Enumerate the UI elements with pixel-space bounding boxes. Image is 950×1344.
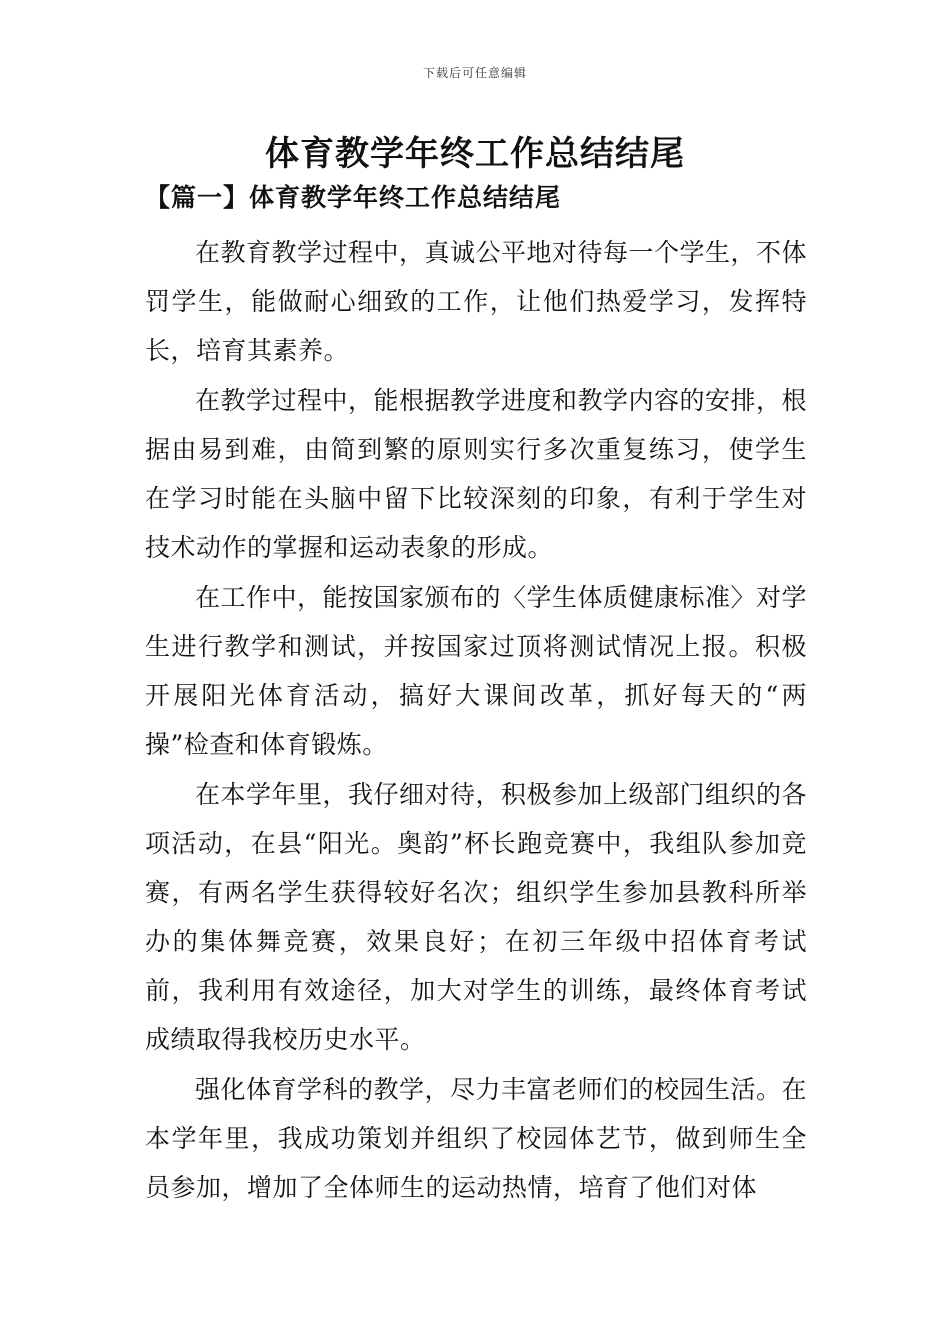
document-body [145,228,807,1213]
paragraph-3: 在工作中，能按国家颁布的〈学生体质健康标准〉对学生进行教学和测试，并按国家过顶将测试情况上报。积极开展阳光体育活动，搞好大课间改革，抓好每天的“两操”检查和体育锻炼。 [145,583,808,759]
paragraph-5: 强化体育学科的教学，尽力丰富老师们的校园生活。在本学年里，我成功策划并组织了校园体艺节，做到师生全员参加，增加了全体师生的运动热情，培育了他们对体 [145,1075,808,1202]
paragraph-1: 在教育教学过程中，真诚公平地对待每一个学生，不体罚学生，能做耐心细致的工作，让他们热爱学习，发挥特长，培育其素养。 [145,238,808,365]
document-title: 体育教学年终工作总结结尾 [265,134,685,174]
section-heading: 【篇一】体育教学年终工作总结结尾 [145,183,562,212]
paragraph-2: 在教学过程中，能根据教学进度和教学内容的安排，根据由易到难，由简到繁的原则实行多次重复练习，使学生在学习时能在头脑中留下比较深刻的印象，有利于学生对技术动作的掌握和运动表象的形成。 [145,386,808,562]
header-note: 下载后可任意编辑 [422,66,527,80]
paragraph-4: 在本学年里，我仔细对待，积极参加上级部门组织的各项活动，在县“阳光。奥韵”杯长跑竞赛中，我组队参加竞赛，有两名学生获得较好名次；组织学生参加县教科所举办的集体舞竞赛，效果良好；在初三年级中招体育考试前，我利用有效途径，加大对学生的训练，最终体育考试成绩取得我校历史水平。 [145,780,808,1054]
